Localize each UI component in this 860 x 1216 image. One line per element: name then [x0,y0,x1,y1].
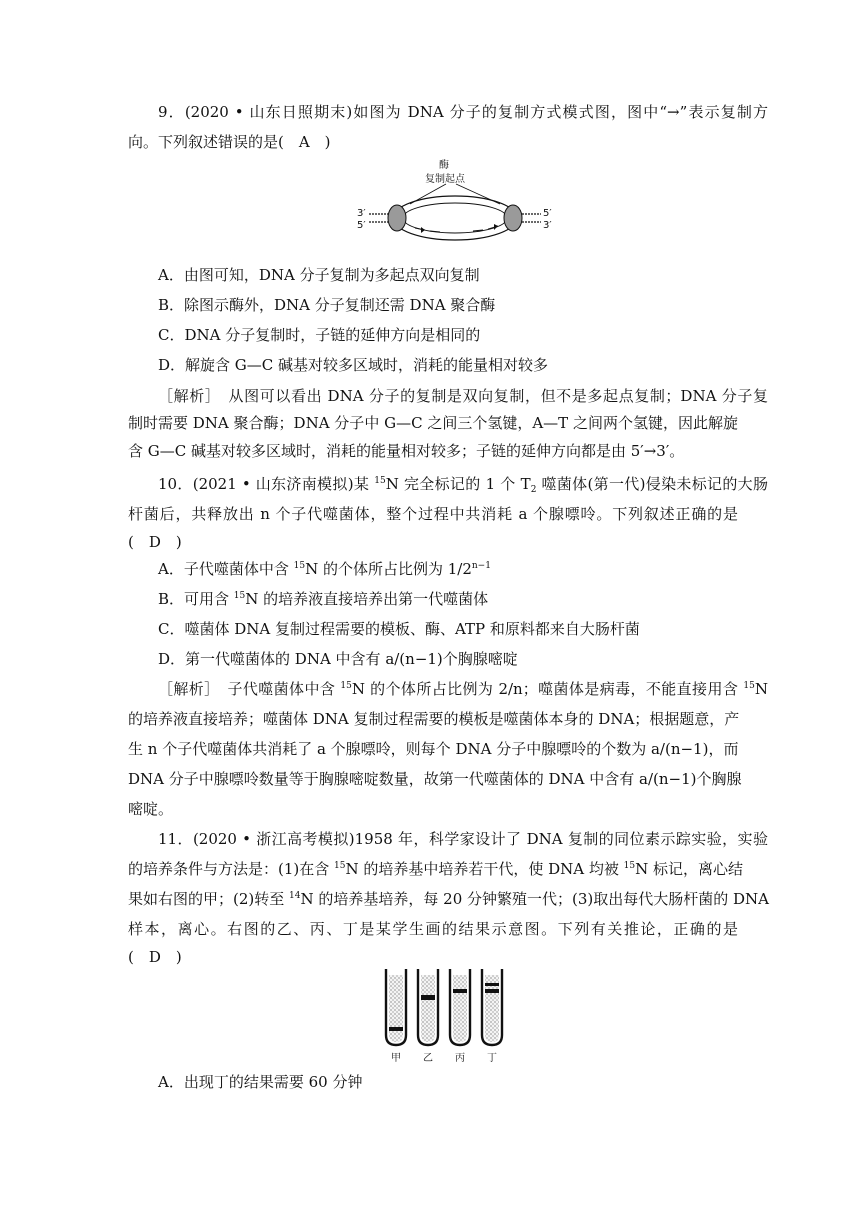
figure-right-bottom-end: 3′ [543,220,552,231]
q11-stem-line2: 的培养条件与方法是：(1)在含 $^{15}$N 的培养基中培养若干代，使 DNA 均被 $^{15}$N 标记，离心结 [128,860,744,878]
q9-option-a: A．由图可知，DNA 分子复制为多起点双向复制 [158,266,480,284]
q10-option-d: D．第一代噬菌体的 DNA 中含有 a/(n−1)个胸腺嘧啶 [158,650,518,668]
tube-label-ding: 丁 [487,1053,497,1064]
q11-stem-line1: 11．(2020 • 浙江高考模拟)1958 年，科学家设计了 DNA 复制的同位素示踪实验，实验 [158,830,768,848]
q9-option-d: D．解旋含 G—C 碱基对较多区域时，消耗的能量相对较多 [158,356,549,374]
q11-stem-line4: 样本，离心。右图的乙、丙、丁是某学生画的结果示意图。下列有关推论，正确的是 [128,920,738,938]
figure-label-origin: 复制起点 [425,174,465,185]
q10-explanation-line2: 的培养液直接培养；噬菌体 DNA 复制过程需要的模板是噬菌体本身的 DNA；根据题意，产 [128,710,740,728]
q11-stem-line5: ( D ) [128,948,182,966]
figure-left-bottom-end: 5′ [357,220,366,231]
q10-option-c: C．噬菌体 DNA 复制过程需要的模板、酶、ATP 和原料都来自大肠杆菌 [158,620,640,638]
tube-label-yi: 乙 [423,1053,433,1064]
dna-replication-figure [355,158,555,254]
q10-option-a: A．子代噬菌体中含 $^{15}$N 的个体所占比例为 $1/2^{n-1}$ [158,560,491,578]
figure-label-enzyme: 酶 [439,160,449,171]
q9-option-c: C．DNA 分子复制时，子链的延伸方向是相同的 [158,326,481,344]
q9-explanation-line3: 含 G—C 碱基对较多区域时，消耗的能量相对较多；子链的延伸方向都是由 5′→3′。 [128,442,685,460]
q10-stem-line3: ( D ) [128,533,182,551]
tube-bing [450,969,470,1045]
q10-stem-line1: 10．(2021 • 山东济南模拟)某 $^{15}$N 完全标记的 1 个 $T_2$ 噬菌体(第一代)侵染未标记的大肠 [158,475,769,495]
figure-left-top-end: 3′ [357,208,366,219]
q10-option-b: B．可用含 $^{15}$N 的培养液直接培养出第一代噬菌体 [158,590,489,608]
tube-jia [386,969,406,1045]
q10-explanation-line1: ［解析］ 子代噬菌体中含 $^{15}$N 的个体所占比例为 2/n；噬菌体是病毒，不能直接用含 $^{15}$N [158,680,768,698]
tube-label-jia: 甲 [391,1053,401,1064]
q9-explanation-line2: 制时需要 DNA 聚合酶；DNA 分子中 G—C 之间三个氢键，A—T 之间两个氢键，因此解旋 [128,414,738,432]
q9-explanation-line1: ［解析］ 从图可以看出 DNA 分子的复制是双向复制，但不是多起点复制；DNA 分子复 [158,387,768,405]
centrifuge-tubes-figure [378,965,518,1065]
q10-explanation-line3: 生 n 个子代噬菌体共消耗了 a 个腺嘌呤，则每个 DNA 分子中腺嘌呤的个数为 a/(n−1)，而 [128,740,739,758]
q10-explanation-line4: DNA 分子中腺嘌呤数量等于胸腺嘧啶数量，故第一代噬菌体的 DNA 中含有 a/(n−1)个胸腺 [128,770,742,788]
tube-ding [482,969,502,1045]
q9-stem-line2: 向。下列叙述错误的是( A ) [128,133,331,151]
figure-right-top-end: 5′ [543,208,552,219]
q9-stem-line1: 9．(2020 • 山东日照期末)如图为 DNA 分子的复制方式模式图，图中“→”表示复制方 [158,103,768,121]
tube-label-bing: 丙 [455,1053,465,1064]
q10-stem-line2: 杆菌后，共释放出 n 个子代噬菌体，整个过程中共消耗 a 个腺嘌呤。下列叙述正确的是 [128,505,738,523]
q9-option-b: B．除图示酶外，DNA 分子复制还需 DNA 聚合酶 [158,296,496,314]
q10-explanation-line5: 嘧啶。 [128,800,174,818]
q11-option-a: A．出现丁的结果需要 60 分钟 [158,1073,363,1091]
tube-yi [418,969,438,1045]
q11-stem-line3: 果如右图的甲；(2)转至 $^{14}$N 的培养基培养，每 20 分钟繁殖一代；(3)取出每代大肠杆菌的 DNA [128,890,770,908]
